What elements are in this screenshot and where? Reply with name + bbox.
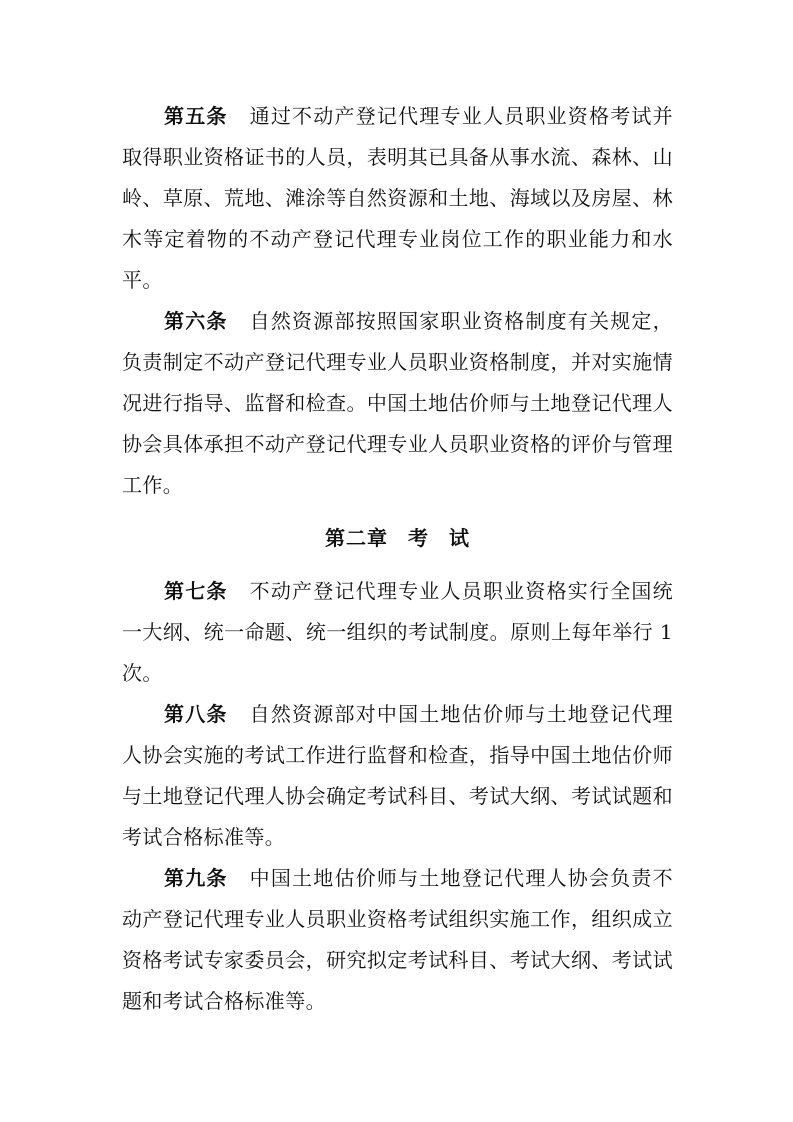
- article-8: [122, 694, 673, 858]
- article-6: [122, 301, 673, 506]
- article-label: 第五条: [164, 104, 228, 128]
- article-text: 通过不动产登记代理专业人员职业资格考试并取得职业资格证书的人员，表明其已具备从事水流、森林、山岭、草原、荒地、滩涂等自然资源和土地、海域以及房屋、林木等定着物的不动产登记代理专业岗位工作的职业能力和水平。: [122, 104, 674, 292]
- article-9: [122, 858, 673, 1022]
- article-text: 中国土地估价师与土地登记代理人协会负责不动产登记代理专业人员职业资格考试组织实施工作，组织成立资格考试专家委员会，研究拟定考试科目、考试大纲、考试试题和考试合格标准等。: [122, 866, 674, 1013]
- article-text: 自然资源部按照国家职业资格制度有关规定，负责制定不动产登记代理专业人员职业资格制度，并对实施情况进行指导、监督和检查。中国土地估价师与土地登记代理人协会具体承担不动产登记代理专业人员职业资格的评价与管理工作。: [122, 309, 674, 497]
- article-text: 不动产登记代理专业人员职业资格实行全国统一大纲、统一命题、统一组织的考试制度。原则上每年举行 1 次。: [122, 579, 674, 685]
- article-label: 第六条: [164, 309, 228, 333]
- chapter-number: 第二章: [325, 526, 388, 550]
- article-label: 第八条: [164, 702, 228, 726]
- article-7: [122, 571, 673, 694]
- chapter-title-word-2: 试: [449, 526, 470, 550]
- article-text: 自然资源部对中国土地估价师与土地登记代理人协会实施的考试工作进行监督和检查，指导中国土地估价师与土地登记代理人协会确定考试科目、考试大纲、考试试题和考试合格标准等。: [122, 702, 674, 849]
- document-page: [122, 96, 673, 1022]
- chapter-heading: [122, 506, 673, 571]
- article-5: [122, 96, 673, 301]
- article-label: 第九条: [164, 866, 228, 890]
- chapter-title-word-1: 考: [408, 526, 429, 550]
- article-label: 第七条: [164, 579, 228, 603]
